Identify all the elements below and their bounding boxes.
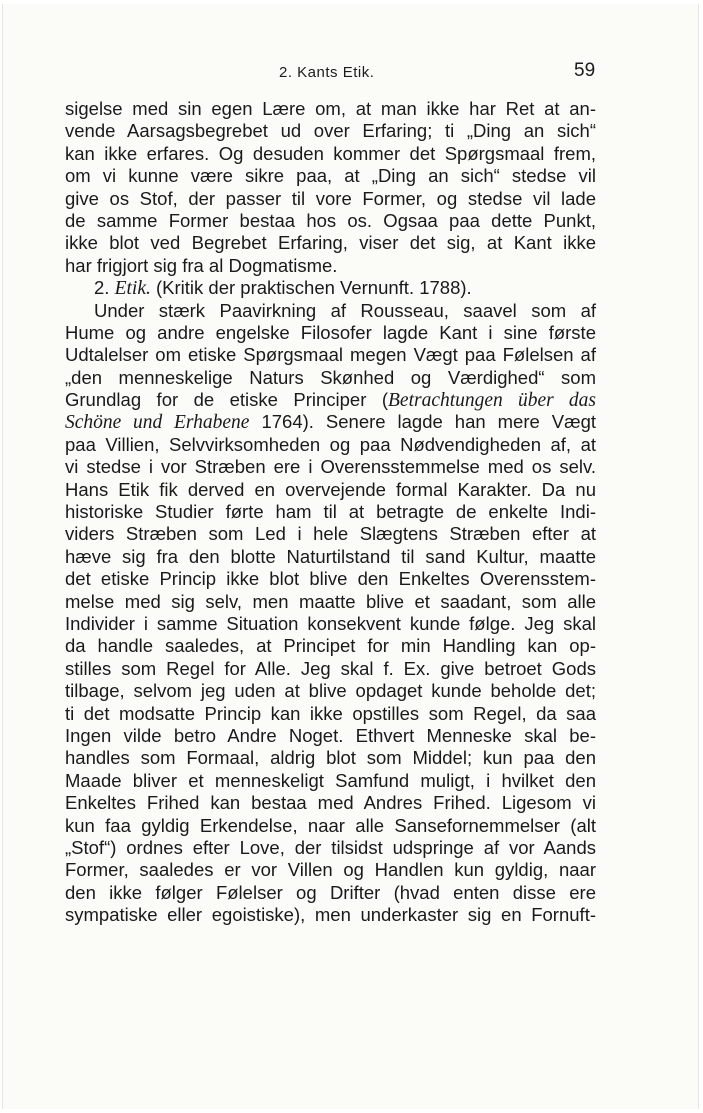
text-segment: Maade bliver et menneskeligt Samfund muligt, i hvilket den [65, 769, 596, 791]
italic-text-segment: Etik. [114, 278, 151, 300]
text-segment: 2. [94, 277, 115, 299]
text-segment: Udtalelser om etiske Spørgsmaal megen Vægt paa Følelsen af [65, 344, 596, 366]
text-segment: give os Stof, der passer til vore Former, og stedse vil lade [65, 187, 596, 209]
text-line [65, 815, 596, 837]
text-segment: handles som Formaal, aldrig blot som Middel; kun paa den [65, 747, 596, 769]
italic-text-segment: Schöne und Erhabene [65, 412, 250, 434]
text-line [65, 411, 596, 433]
text-segment: hæve sig fra den blotte Naturtilstand til sand Kultur, maatte [65, 545, 596, 567]
text-line [65, 389, 596, 411]
text-line [65, 456, 596, 478]
text-segment: det etiske Princip ikke blot blive den Enkeltes Overensstem- [65, 568, 596, 590]
text-line [65, 143, 596, 165]
text-line [65, 232, 596, 254]
text-line [65, 367, 596, 389]
text-line [65, 523, 596, 545]
text-segment: har frigjort sig fra al Dogmatisme. [65, 254, 338, 276]
text-segment: Individer i samme Situation konsekvent kunde følge. Jeg skal [65, 612, 596, 634]
text-segment: ikke blot ved Begrebet Erfaring, viser det sig, at Kant ikke [65, 232, 596, 254]
text-segment: Ingen vilde betro Andre Noget. Ethvert Menneske skal be- [65, 724, 596, 746]
text-segment: historiske Studier førte ham til at betragte de enkelte Indi- [65, 501, 596, 523]
italic-text-segment: Betrachtungen über das [388, 390, 596, 412]
text-line [65, 703, 596, 725]
page-number: 59 [574, 60, 596, 81]
text-line [65, 501, 596, 523]
text-segment: Hume og andre engelske Filosofer lagde Kant i sine første [65, 321, 596, 343]
text-segment: kan ikke erfares. Og desuden kommer det Spørgsmaal frem, [65, 142, 596, 164]
text-line [65, 591, 596, 613]
text-line [65, 120, 596, 142]
text-line [65, 859, 596, 881]
text-segment: de samme Former bestaa hos os. Ogsaa paa dette Punkt, [65, 209, 596, 231]
running-head: 2. Kants Etik. [279, 64, 375, 81]
text-segment: Grundlag for de etiske Principer ( [65, 389, 388, 411]
text-line [65, 479, 596, 501]
text-line [65, 904, 596, 926]
text-segment: 1764). Senere lagde han mere Vægt [249, 411, 596, 433]
text-segment: „den menneskelige Naturs Skønhed og Værdighed“ som [65, 366, 596, 388]
text-segment: Former, saaledes er vor Villen og Handlen kun gyldig, naar [65, 859, 596, 881]
text-segment: melse med sig selv, men maatte blive et saadant, som alle [65, 590, 596, 612]
text-line [65, 613, 596, 635]
text-line [65, 344, 596, 366]
text-segment: stilles som Regel for Alle. Jeg skal f. Ex. give betroet Gods [65, 657, 596, 679]
text-line [65, 546, 596, 568]
text-line [65, 188, 596, 210]
text-line [65, 210, 596, 232]
body-text [65, 98, 596, 926]
book-page [2, 4, 699, 1109]
text-segment: (Kritik der praktischen Vernunft. 1788). [150, 277, 472, 299]
text-line [65, 680, 596, 702]
text-line [65, 658, 596, 680]
text-segment: Enkeltes Frihed kan bestaa med Andres Frihed. Ligesom vi [65, 792, 596, 814]
text-line [65, 837, 596, 859]
text-line [65, 98, 596, 120]
text-segment: tilbage, selvom jeg uden at blive opdaget kunde beholde det; [65, 680, 596, 702]
text-line [65, 770, 596, 792]
text-line [65, 300, 596, 322]
text-line [65, 747, 596, 769]
text-segment: den ikke følger Følelser og Drifter (hvad enten disse ere [65, 881, 596, 903]
text-segment: sympatiske eller egoistiske), men underkaster sig en Fornuft- [65, 904, 596, 926]
text-segment: da handle saaledes, at Principet for min Handling kan op- [65, 635, 596, 657]
text-segment: viders Stræben som Led i hele Slægtens Stræben efter at [65, 523, 596, 545]
text-line [65, 434, 596, 456]
text-segment: vende Aarsagsbegrebet ud over Erfaring; ti „Ding an sich“ [65, 120, 596, 142]
text-line [65, 255, 596, 277]
text-segment: „Stof“) ordnes efter Love, der tilsidst udspringe af vor Aands [65, 836, 596, 858]
text-line [65, 725, 596, 747]
text-segment: kun faa gyldig Erkendelse, naar alle Sansefornemmelser (alt [65, 814, 596, 836]
text-line [65, 635, 596, 657]
text-line [65, 165, 596, 187]
text-segment: Hans Etik fik derved en overvejende formal Karakter. Da nu [65, 478, 596, 500]
text-line [65, 568, 596, 590]
page-header [3, 60, 698, 88]
text-segment: sigelse med sin egen Lære om, at man ikke har Ret at an- [65, 98, 596, 119]
text-segment: Under stærk Paavirkning af Rousseau, saavel som af [94, 299, 596, 321]
text-segment: paa Villien, Selvvirksomheden og paa Nødvendigheden af, at [65, 433, 596, 455]
text-line [65, 882, 596, 904]
text-segment: om vi kunne være sikre paa, at „Ding an sich“ stedse vil [65, 165, 596, 187]
text-segment: ti det modsatte Princip kan ikke opstilles som Regel, da saa [65, 702, 596, 724]
text-line [65, 792, 596, 814]
text-line [65, 322, 596, 344]
text-line [65, 277, 596, 299]
text-segment: vi stedse i vor Stræben ere i Overensstemmelse med os selv. [65, 456, 596, 478]
